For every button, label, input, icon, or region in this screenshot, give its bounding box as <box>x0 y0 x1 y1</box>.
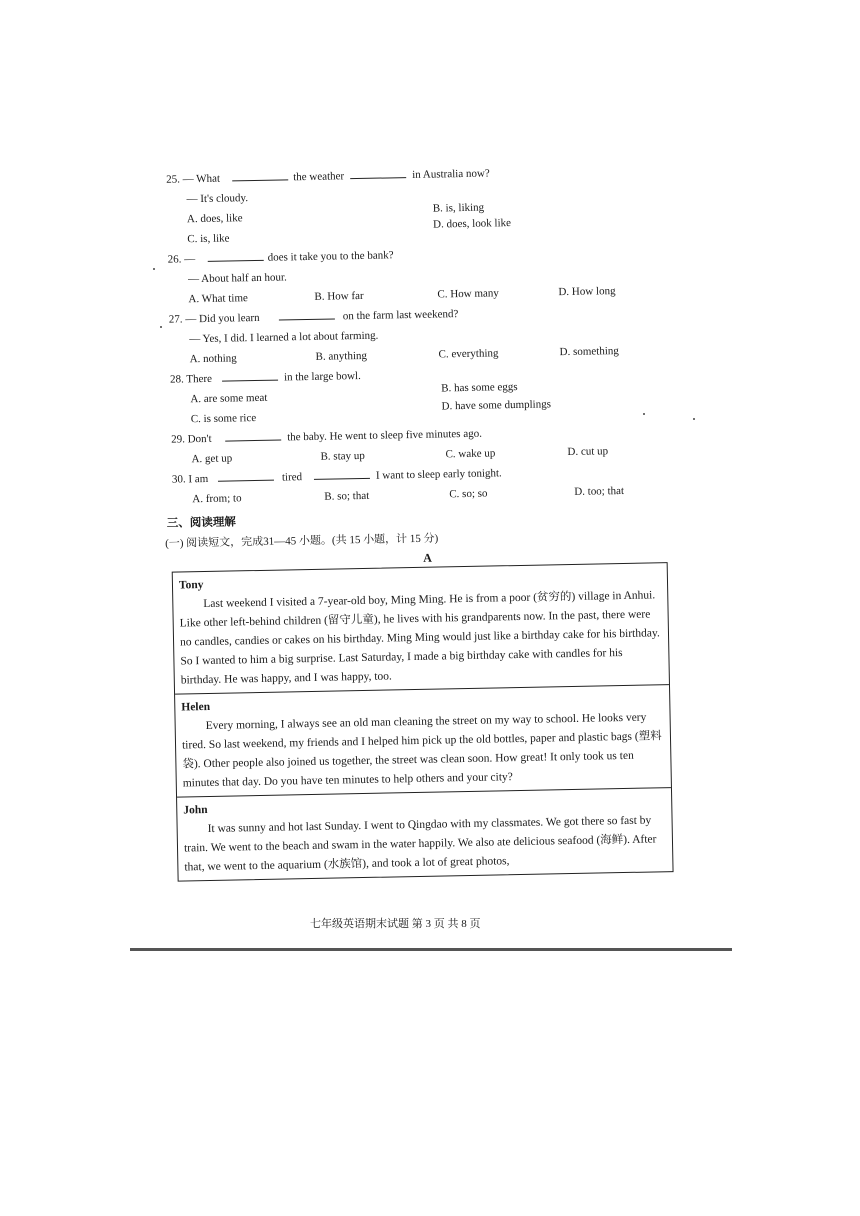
q29-option-c[interactable]: C. wake up <box>445 447 496 461</box>
q28-blank[interactable] <box>222 368 278 382</box>
page-footer: 七年级英语期末试题 第 3 页 共 8 页 <box>310 918 481 930</box>
q26-option-a[interactable]: A. What time <box>188 292 248 306</box>
q25-reply: — It's cloudy. <box>186 192 249 206</box>
q25-blank-1[interactable] <box>232 167 288 181</box>
q27-blank[interactable] <box>279 306 335 320</box>
passage-letter: A <box>423 550 432 565</box>
scan-speck <box>693 418 695 420</box>
q28-stem-a: 28. There <box>169 372 213 386</box>
q26-option-d[interactable]: D. How long <box>558 285 616 299</box>
q30-stem-b: tired <box>281 471 303 484</box>
q25-stem-b: the weather <box>293 170 345 184</box>
q27-option-a[interactable]: A. nothing <box>189 352 237 366</box>
q29-option-a[interactable]: A. get up <box>191 452 233 466</box>
q26-option-c[interactable]: C. How many <box>437 287 499 301</box>
exam-page <box>150 160 705 960</box>
q28-stem-b: in the large bowl. <box>283 369 361 384</box>
q30-blank-1[interactable] <box>218 468 274 482</box>
q27-option-b[interactable]: B. anything <box>315 349 368 363</box>
q27-stem-a: 27. — Did you learn <box>168 311 260 326</box>
q25-stem-a: 25. — What <box>166 172 221 186</box>
q30-option-d[interactable]: D. too; that <box>574 484 625 498</box>
q26-stem-b: does it take you to the bank? <box>267 249 394 264</box>
q25-option-b[interactable]: B. is, liking <box>432 201 485 215</box>
q30-blank-2[interactable] <box>314 466 370 480</box>
q30-option-b[interactable]: B. so; that <box>324 489 370 503</box>
q29-stem-a: 29. Don't <box>171 432 212 446</box>
section-instructions: (一) 阅读短文，完成31—45 小题。(共 15 小题，计 15 分) <box>165 532 439 550</box>
q25-blank-2[interactable] <box>350 165 406 179</box>
q27-reply: — Yes, I did. I learned a lot about farming. <box>189 329 379 346</box>
q26-option-b[interactable]: B. How far <box>314 289 364 303</box>
q26-reply: — About half an hour. <box>187 271 287 286</box>
scan-speck <box>160 326 162 328</box>
q30-stem-c: I want to sleep early tonight. <box>375 467 502 482</box>
q29-option-b[interactable]: B. stay up <box>320 449 365 463</box>
passage-text: Last weekend I visited a 7-year-old boy, Ming Ming. He is from a poor (贫穷的) village in Anhui. Like other left-behind children (留守儿童), he lives with his grandparents now. In the past, there were no candles, candies or cakes on his birthday. Ming Ming would just like a birthday cake for his birthday. So I wanted to him a big surprise. Last Saturday, I made a big birthday cake with candles for his birthday. He was happy, and I was happy, too. <box>179 589 660 687</box>
q29-option-d[interactable]: D. cut up <box>567 445 609 459</box>
q28-option-c[interactable]: C. is some rice <box>190 412 257 426</box>
q26-blank[interactable] <box>208 248 264 262</box>
passage-tony <box>173 563 669 694</box>
q25-stem-c: in Australia now? <box>412 167 490 181</box>
q30-stem-a: 30. I am <box>171 472 209 486</box>
q29-stem-b: the baby. He went to sleep five minutes ago. <box>287 427 483 444</box>
q30-option-c[interactable]: C. so; so <box>449 487 488 501</box>
q28-option-a[interactable]: A. are some meat <box>190 391 268 406</box>
scan-speck <box>153 268 155 270</box>
q27-option-d[interactable]: D. something <box>559 345 619 359</box>
scan-speck <box>643 413 645 415</box>
q29-blank[interactable] <box>225 428 281 442</box>
passage-author: Helen <box>181 700 211 714</box>
passage-author: Tony <box>178 579 204 592</box>
passage-author: John <box>183 804 208 817</box>
passage-text: It was sunny and hot last Sunday. I went to Qingdao with my classmates. We got there so fast by train. We went to the beach and swam in the water happily. We also ate delicious seafood (海鲜). After that, we went to the aquarium (水族馆), and took a lot of great photos, <box>183 814 657 874</box>
passage-helen <box>175 685 671 797</box>
q27-option-c[interactable]: C. everything <box>438 347 499 361</box>
section-title: 三、阅读理解 <box>166 516 236 530</box>
passage-text: Every morning, I always see an old man cleaning the street on my way to school. He looks very tired. So last weekend, my friends and I helped him pick up the old bottles, paper and plastic bags (塑料袋). Other people also joined us together, the street was clean soon. How great! It only took us ten minutes that day. Do you have ten minutes to help others and your city? <box>181 711 662 790</box>
q30-option-a[interactable]: A. from; to <box>192 492 242 506</box>
q25-option-c[interactable]: C. is, like <box>187 232 230 246</box>
q27-stem-b: on the farm last weekend? <box>342 308 459 323</box>
q25-option-a[interactable]: A. does, like <box>186 212 243 226</box>
reading-passages-box <box>172 562 674 881</box>
q26-stem-a: 26. — <box>167 253 196 266</box>
passage-john <box>177 788 673 880</box>
q28-option-b[interactable]: B. has some eggs <box>441 380 518 395</box>
q28-option-d[interactable]: D. have some dumplings <box>441 398 552 413</box>
bottom-rule <box>130 948 732 951</box>
q25-option-d[interactable]: D. does, look like <box>432 217 512 231</box>
